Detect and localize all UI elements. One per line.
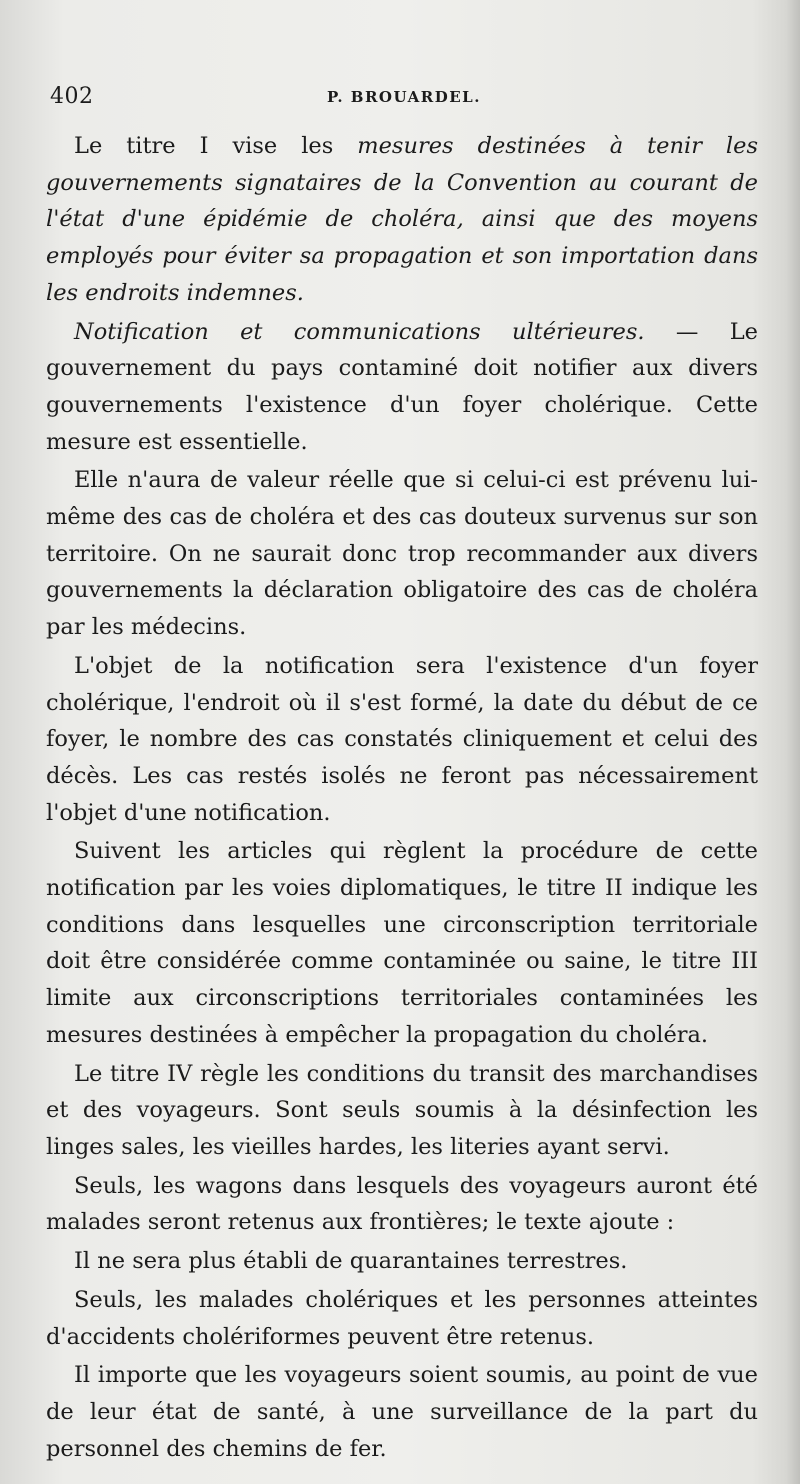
paragraph-10: Il importe que les voyageurs soient soumis, au point de vue de leur état de santé, à une surveillance de la part du personnel des chemins de fer. (46, 1362, 758, 1462)
paragraph-6: Le titre IV règle les conditions du transit des marchandises et des voyageurs. Sont seuls soumis à la désinfection les linges sales, les vieilles hardes, les literies ayant servi. (46, 1060, 758, 1160)
paragraph-2 (46, 314, 758, 461)
section-heading-notification: Notification et communications ultérieures. (74, 318, 645, 345)
running-head: P. BROUARDEL. (327, 88, 481, 106)
page-number: 402 (50, 84, 94, 109)
paragraph-4: L'objet de la notification sera l'existence d'un foyer cholérique, l'endroit où il s'est formé, la date du début de ce foyer, le nombre des cas constatés cliniquement et celui des décès. Les cas restés isolés ne feront pas nécessairement l'objet d'une notification. (46, 652, 758, 826)
page-header (50, 84, 758, 118)
paragraph-1-lead: Le titre I vise les (74, 133, 358, 159)
paragraph-9: Seuls, les malades cholériques et les personnes atteintes d'accidents cholériformes peuvent être retenus. (46, 1286, 758, 1350)
paragraph-3: Elle n'aura de valeur réelle que si celui-ci est prévenu lui-même des cas de choléra et des cas douteux survenus sur son territoire. On ne saurait donc trop recommander aux divers gouvernements la déclaration obligatoire des cas de choléra par les médecins. (46, 467, 758, 641)
paragraph-2-text: — Le gouvernement du pays contaminé doit notifier aux divers gouvernements l'existence d'un foyer cholérique. Cette mesure est essentielle. (46, 318, 758, 455)
paragraph-7: Seuls, les wagons dans lesquels des voyageurs auront été malades seront retenus aux frontières; le texte ajoute : (46, 1172, 758, 1236)
scan-edge-shadow (786, 0, 800, 1484)
paragraph-1-italic: mesures destinées à tenir les gouvernements signataires de la Convention au courant de l'état d'une épidémie de choléra, ainsi que des moyens employés pour éviter sa propagation et son importation dans les endroits indemnes. (46, 133, 758, 306)
paragraph-1 (46, 128, 758, 312)
body-text (46, 128, 758, 1467)
paragraph-8: Il ne sera plus établi de quarantaines terrestres. (74, 1248, 628, 1275)
paragraph-5: Suivent les articles qui règlent la procédure de cette notification par les voies diplomatiques, le titre II indique les conditions dans lesquelles une circonscription territoriale doit être considérée comme contaminée ou saine, le titre III limite aux circonscriptions territoriales contaminées les mesures destinées à empêcher la propagation du choléra. (46, 838, 758, 1048)
